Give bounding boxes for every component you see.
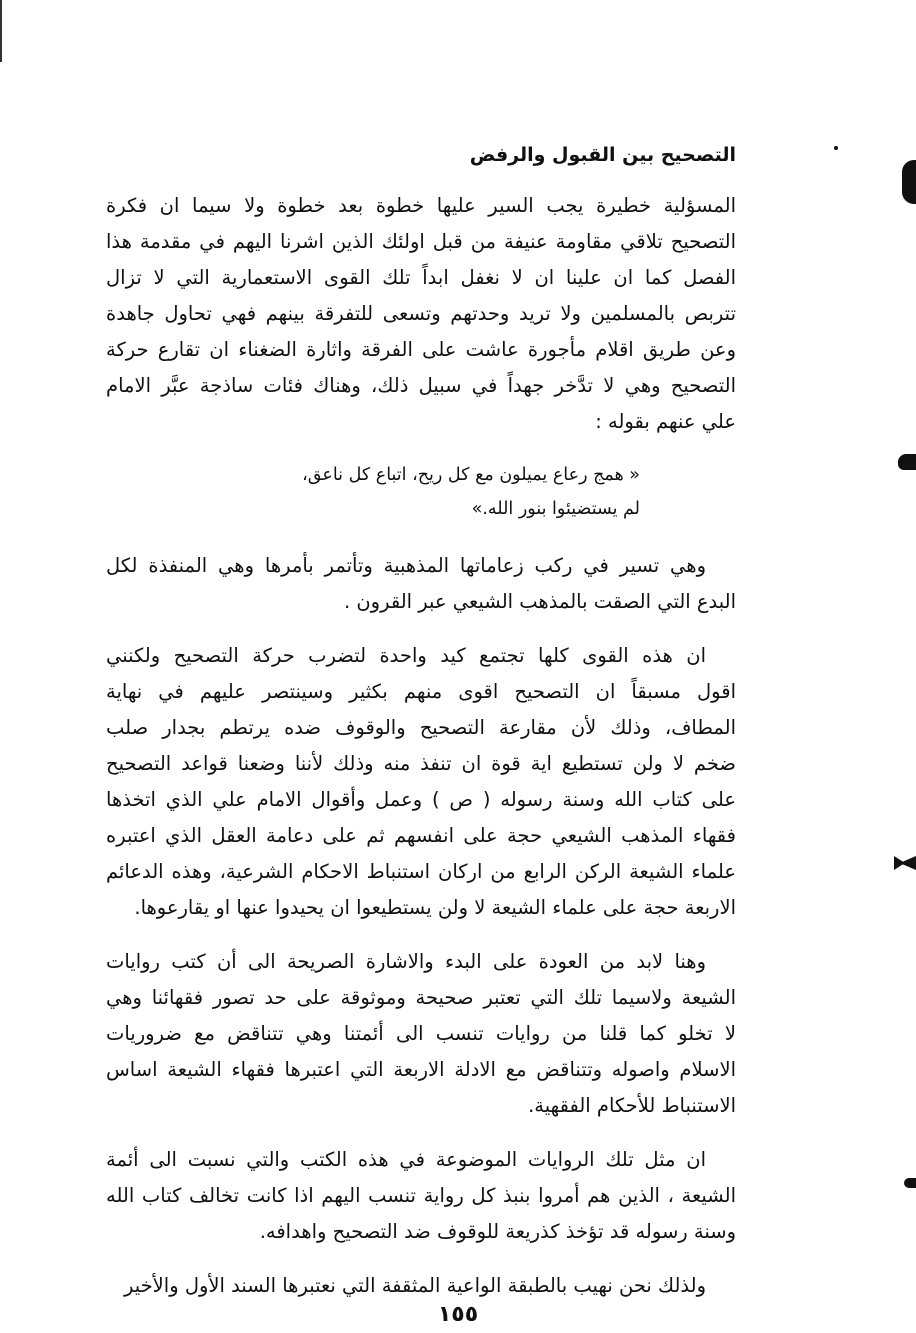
text-line: الاربعة حجة على علماء الشيعة لا ولن يستطيعوا ان يحيدوا عنها او يقارعوها. [134,896,736,919]
text-line: ان هذه القوى كلها تجتمع كيد واحدة لتضرب حركة التصحيح ولكنني [106,644,706,667]
text-line: المطاف، وذلك لأن مقارعة التصحيح والوقوف ضده يرتطم بجدار صلب [106,716,736,739]
quote-line: لم يستضيئوا بنور الله.» [471,499,640,519]
text-line: علي عنهم بقوله : [595,410,736,433]
text-line: علماء الشيعة الركن الرابع من اركان استنباط الاحكام الشرعية، وهذه الدعائم [106,860,736,883]
text-line: التصحيح تلاقي مقاومة عنيفة من قبل اولئك الذين اشرنا اليهم في مقدمة هذا [106,230,736,253]
paragraph [106,1142,736,1250]
text-line: لا تخلو كما قلنا من روايات تنسب الى أئمتنا وهي تتناقض مع ضروريات [106,1022,736,1045]
binding-mark [902,160,916,204]
text-line: وسنة رسوله قد تؤخذ كذريعة للوقوف ضد التصحيح واهدافه. [259,1220,736,1243]
text-line: التصحيح وهي لا تدَّخر جهداً في سبيل ذلك، وهناك فئات ساذجة عبَّر الامام [106,374,736,397]
text-line: اقول مسبقاً ان التصحيح اقوى منهم بكثير وسينتصر عليهم في نهاية [106,680,736,703]
binding-mark [904,1178,916,1188]
text-line: البدع التي الصقت بالمذهب الشيعي عبر القرون . [343,590,736,613]
quote-line: « همج رعاع يميلون مع كل ريح، اتباع كل ناعق، [302,465,640,485]
speck-mark [834,146,838,150]
paragraph [106,188,736,440]
binding-mark [898,454,916,470]
text-line: الشيعة ، الذين هم أمروا بنبذ كل رواية تنسب اليهم اذا كانت تخالف كتاب الله [106,1184,736,1207]
paragraph [106,548,736,620]
text-line: تتربص بالمسلمين ولا تريد وحدتهم وتسعى للتفرقة بينهم فهي تحاول جاهدة [106,302,736,325]
text-line: المسؤلية خطيرة يجب السير عليها خطوة بعد خطوة ولا سيما ان فكرة [106,194,736,217]
text-line: الفصل كما ان علينا ان لا نغفل ابداً تلك القوى الاستعمارية التي لا تزال [106,266,736,289]
text-line: الشيعة ولاسيما تلك التي تعتبر صحيحة وموثوقة على حد تصور فقهائنا وهي [106,986,736,1009]
binding-mark [894,856,916,870]
paragraph [106,944,736,1124]
quotation [182,458,640,526]
page-edge-rule [0,0,2,62]
text-line: ضخم لا ولن تستطيع اية قوة ان تنفذ منه وذلك لأننا وضعنا قواعد التصحيح [106,752,736,775]
text-line: وهي تسير في ركب زعاماتها المذهبية وتأتمر بأمرها وهي المنفذة لكل [106,554,706,577]
page-body [106,140,736,1322]
text-line: ولذلك نحن نهيب بالطبقة الواعية المثقفة التي نعتبرها السند الأول والأخير [123,1274,706,1297]
text-line: وعن طريق اقلام مأجورة عاشت على الفرقة واثارة الضغناء ان تقارع حركة [106,338,736,361]
text-line: وهنا لابد من العودة على البدء والاشارة الصريحة الى أن كتب روايات [106,950,706,973]
page-number: ١٥٥ [437,1302,479,1327]
text-line: على كتاب الله وسنة رسوله ( ص ) وعمل وأقوال الامام علي الذي اتخذها [106,788,736,811]
paragraph [106,638,736,926]
text-line: ان مثل تلك الروايات الموضوعة في هذه الكتب والتي نسبت الى أئمة [106,1148,706,1171]
text-line: الاسلام واصوله وتتناقض مع الادلة الاربعة التي اعتبرها فقهاء الشيعة اساس [106,1058,736,1081]
text-line: الاستنباط للأحكام الفقهية. [528,1094,736,1117]
text-line: فقهاء المذهب الشيعي حجة على انفسهم ثم على دعامة العقل الذي اعتبره [106,824,736,847]
section-heading: التصحيح بين القبول والرفض [469,144,736,166]
paragraph [106,1268,736,1304]
